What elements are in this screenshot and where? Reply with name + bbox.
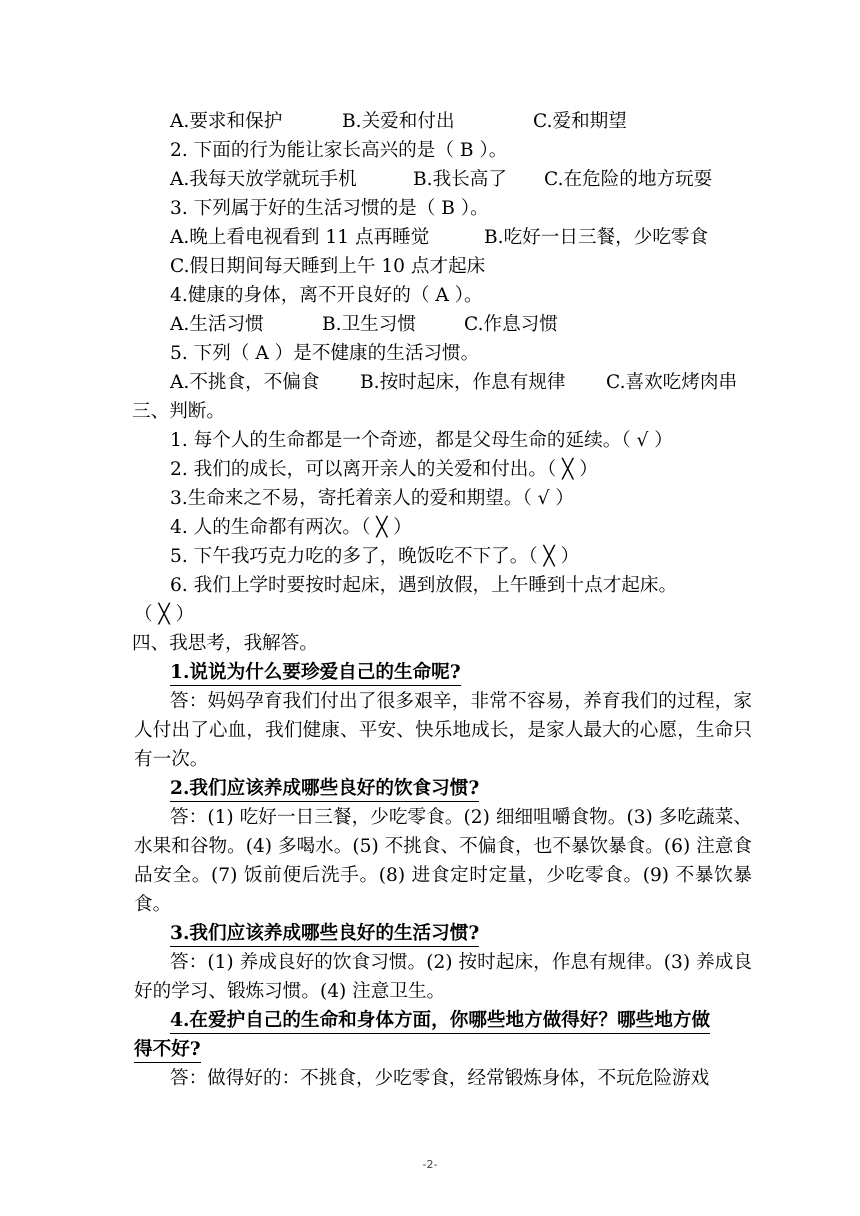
s4-q1-question: 1.说说为什么要珍爱自己的生命呢? [170,662,461,686]
q1-option-c: C.爱和期望 [533,111,627,132]
s4-q2-answer: 答：(1) 吃好一日三餐，少吃零食。(2) 细细咀嚼食物。(3) 多吃蔬菜、水果和谷物。(4) 多喝水。(5) 不挑食、不偏食，也不暴饮暴食。(6) 注意食品安全。(7) 饭前便后洗手。(8) 进食定时定量，少吃零食。(9) 不暴饮暴食。 [134,807,752,915]
q3-option-b: B.吃好一日三餐，少吃零食 [484,227,709,248]
s4-q2-question: 2.我们应该养成哪些良好的饮食习惯? [170,778,479,802]
s4-q4-question-line1-wrap [170,1009,710,1033]
s4-q1-question-wrap [170,661,461,685]
q4-question: 4.健康的身体，离不开良好的（ A ）。 [170,285,483,306]
q4-option-c: C.作息习惯 [464,314,558,335]
section3-title: 三、判断。 [132,401,225,422]
judge-item-3: 3.生命来之不易，寄托着亲人的爱和期望。（ √ ） [170,488,574,509]
judge-item-4: 4. 人的生命都有两次。（ ╳ ） [170,517,412,538]
q2-option-c: C.在危险的地方玩耍 [544,169,713,190]
q2-question: 2. 下面的行为能让家长高兴的是（ B ）。 [170,140,508,161]
judge-item-5: 5. 下午我巧克力吃的多了，晚饭吃不下了。（ ╳ ） [170,546,580,567]
q1-option-a: A.要求和保护 [170,111,283,132]
q4-option-a: A.生活习惯 [170,314,264,335]
s4-q2-question-wrap [170,777,479,801]
q5-option-c: C.喜欢吃烤肉串 [606,372,738,393]
judge-item-2: 2. 我们的成长，可以离开亲人的关爱和付出。（ ╳ ） [170,459,598,480]
q3-option-c: C.假日期间每天睡到上午 10 点才起床 [170,256,486,277]
judge-item-6-line2: （ ╳ ） [134,604,195,625]
q4-option-b: B.卫生习惯 [322,314,416,335]
q5-option-b: B.按时起床，作息有规律 [360,372,566,393]
page-number: -2- [422,1158,438,1171]
section4-title: 四、我思考，我解答。 [132,633,318,654]
q3-option-a: A.晚上看电视看到 11 点再睡觉 [170,227,430,248]
q5-option-a: A.不挑食，不偏食 [170,372,320,393]
s4-q3-question: 3.我们应该养成哪些良好的生活习惯? [170,923,479,947]
judge-item-1: 1. 每个人的生命都是一个奇迹，都是父母生命的延续。（ √ ） [170,430,673,451]
s4-q4-question-line2-wrap [134,1038,201,1062]
q1-option-b: B.关爱和付出 [342,111,455,132]
q2-option-a: A.我每天放学就玩手机 [170,169,357,190]
s4-q3-answer: 答：(1) 养成良好的饮食习惯。(2) 按时起床，作息有规律。(3) 养成良好的学习、锻炼习惯。(4) 注意卫生。 [134,952,752,1002]
q3-question: 3. 下列属于好的生活习惯的是（ B ）。 [170,198,489,219]
s4-q4-question-line1: 4.在爱护自己的生命和身体方面，你哪些地方做得好？哪些地方做 [170,1010,710,1034]
q5-question: 5. 下列（ A ）是不健康的生活习惯。 [170,343,480,364]
s4-q4-answer: 答：做得好的：不挑食，少吃零食，经常锻炼身体，不玩危险游戏 [170,1068,710,1089]
s4-q3-question-wrap [170,922,479,946]
s4-q4-question-line2: 得不好? [134,1039,201,1063]
s4-q1-answer: 答：妈妈孕育我们付出了很多艰辛，非常不容易，养育我们的过程，家人付出了心血，我们健康、平安、快乐地成长，是家人最大的心愿，生命只有一次。 [134,691,752,770]
q2-option-b: B.我长高了 [413,169,507,190]
judge-item-6-line1: 6. 我们上学时要按时起床，遇到放假，上午睡到十点才起床。 [170,575,678,596]
